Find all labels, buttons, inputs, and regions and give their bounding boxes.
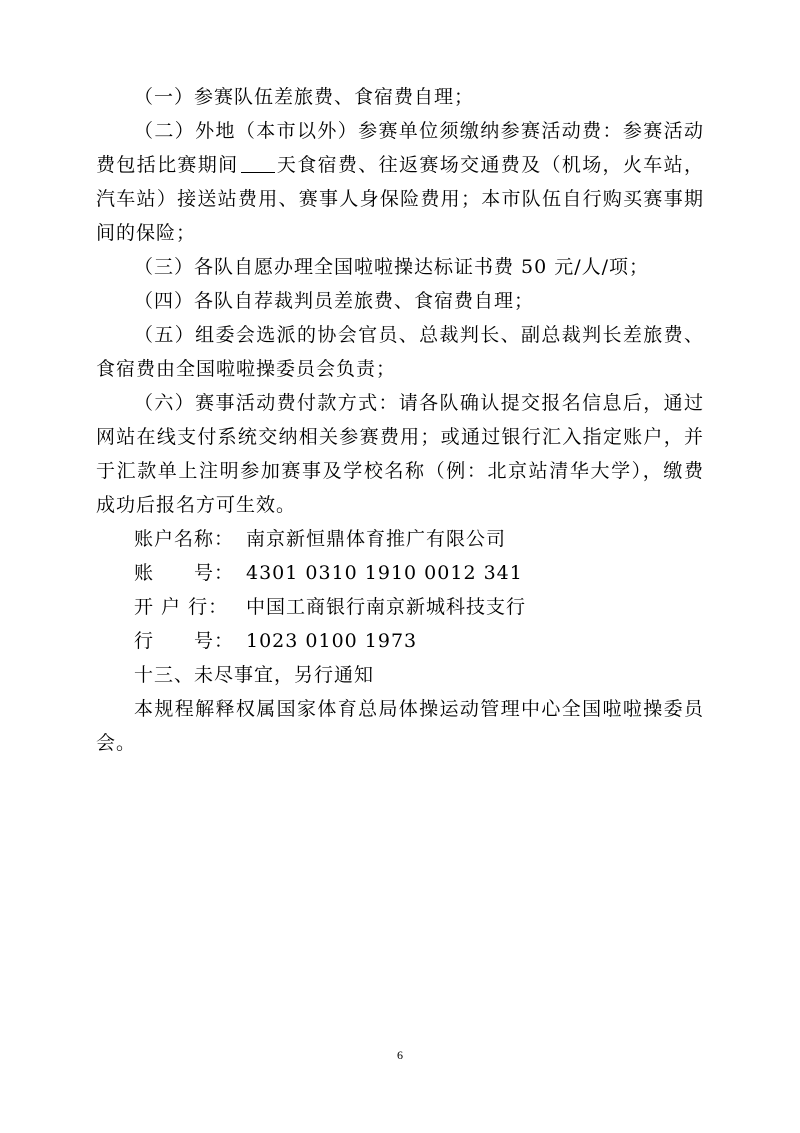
days-blank-underline (241, 154, 275, 173)
bank-number-line (96, 624, 704, 658)
bank-label: 开 户 行： (134, 596, 229, 618)
document-body (96, 80, 704, 760)
fee-item-6: （六）赛事活动费付款方式：请各队确认提交报名信息后，通过网站在线支付系统交纳相关参赛费用；或通过银行汇入指定账户，并于汇款单上注明参加赛事及学校名称（例：北京站清华大学），缴费成功后报名方可生效。 (96, 392, 704, 516)
fee-item-5: （五）组委会选派的协会官员、总裁判长、副总裁判长差旅费、食宿费由全国啦啦操委员会负责； (96, 324, 704, 380)
bank-value: 中国工商银行南京新城科技支行 (246, 596, 527, 618)
fee-item-1: （一）参赛队伍差旅费、食宿费自理； (134, 86, 475, 108)
interpretation-statement: 本规程解释权属国家体育总局体操运动管理中心全国啦啦操委员会。 (96, 698, 704, 754)
fee-item-2 (96, 114, 704, 250)
account-number-line (96, 556, 704, 590)
section-13-heading: 十三、未尽事宜，另行通知 (134, 664, 375, 686)
account-number-value: 4301 0310 1910 0012 341 (246, 562, 523, 584)
bank-line (96, 590, 704, 624)
account-name-label: 账户名称： (134, 528, 235, 550)
fee-item-2-text-b: 天食宿费、往返赛场交通费及（机场，火车站，汽车站）接送站费用、赛事人身保险费用；本市队伍自行购买赛事期间的保险； (96, 154, 704, 244)
account-name-line (96, 522, 704, 556)
account-name-value: 南京新恒鼎体育推广有限公司 (246, 528, 507, 550)
fee-item-4: （四）各队自荐裁判员差旅费、食宿费自理； (134, 290, 535, 312)
account-number-label: 账 号： (134, 562, 235, 584)
fee-item-3: （三）各队自愿办理全国啦啦操达标证书费 50 元/人/项； (134, 256, 650, 278)
bank-number-label: 行 号： (134, 630, 235, 652)
bank-number-value: 1023 0100 1973 (246, 630, 418, 652)
page-number: 6 (397, 1048, 403, 1062)
fee-item-2-text-a: （二）外地（本市以外）参赛单位须缴纳参赛活动费：参赛活动费包括比赛期间 (96, 120, 704, 176)
